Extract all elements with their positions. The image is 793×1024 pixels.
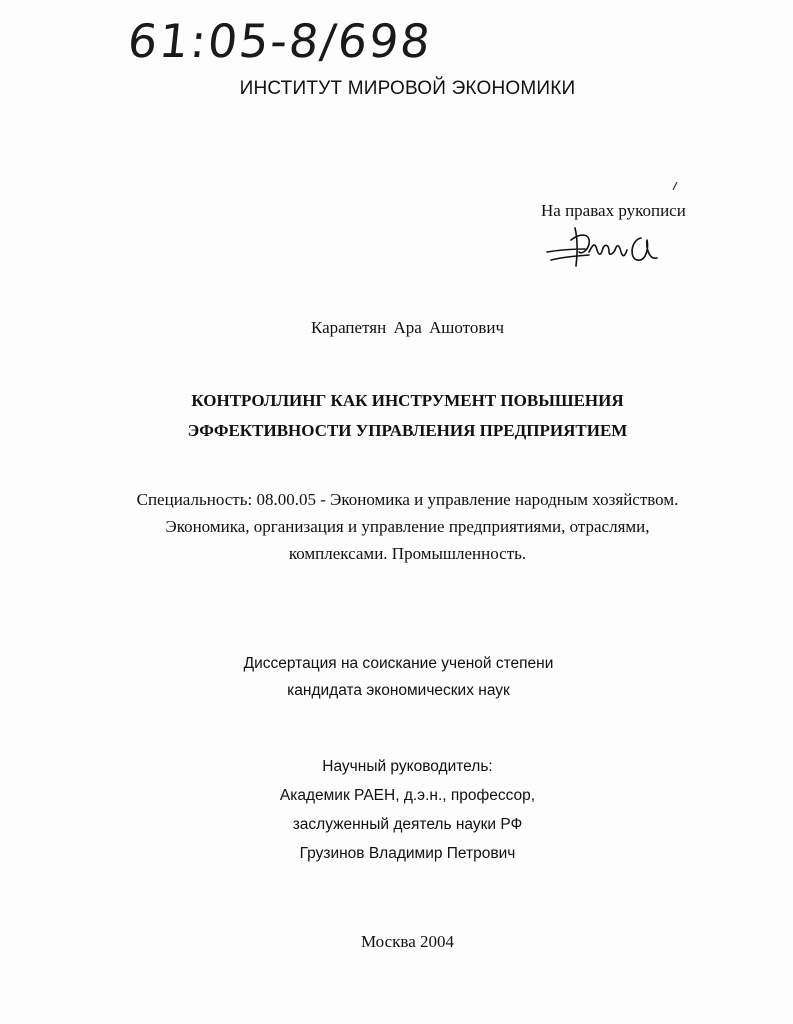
specialty-block bbox=[0, 486, 793, 567]
dissertation-title bbox=[0, 386, 793, 446]
specialty-line-2: Экономика, организация и управление предприятиями, отраслями, bbox=[165, 517, 650, 536]
archive-number-handwritten: 61:05-8/698 bbox=[125, 14, 435, 68]
pen-mark-icon bbox=[672, 182, 678, 190]
advisor-heading: Научный руководитель: bbox=[322, 758, 493, 775]
advisor-block bbox=[0, 752, 793, 868]
rights-note: На правах рукописи bbox=[541, 201, 686, 220]
title-line-1: КОНТРОЛЛИНГ КАК ИНСТРУМЕНТ ПОВЫШЕНИЯ bbox=[191, 391, 624, 410]
author-name: Карапетян Ара Ашотович bbox=[310, 318, 505, 337]
specialty-line-3: комплексами. Промышленность. bbox=[288, 544, 527, 563]
advisor-line-1: Академик РАЕН, д.э.н., профессор, bbox=[279, 787, 536, 804]
advisor-line-2: заслуженный деятель науки РФ bbox=[292, 816, 523, 833]
signature-icon bbox=[545, 222, 665, 274]
advisor-name: Грузинов Владимир Петрович bbox=[299, 845, 516, 862]
city-year: Москва 2004 bbox=[360, 932, 455, 951]
title-line-2: ЭФФЕКТИВНОСТИ УПРАВЛЕНИЯ ПРЕДПРИЯТИЕМ bbox=[187, 421, 628, 440]
institute-name: ИНСТИТУТ МИРОВОЙ ЭКОНОМИКИ bbox=[239, 78, 576, 99]
specialty-line-1: Специальность: 08.00.05 - Экономика и управление народным хозяйством. bbox=[136, 490, 679, 509]
degree-block bbox=[0, 650, 793, 704]
degree-line-2: кандидата экономических наук bbox=[287, 682, 510, 699]
degree-line-1: Диссертация на соискание ученой степени bbox=[243, 655, 554, 672]
